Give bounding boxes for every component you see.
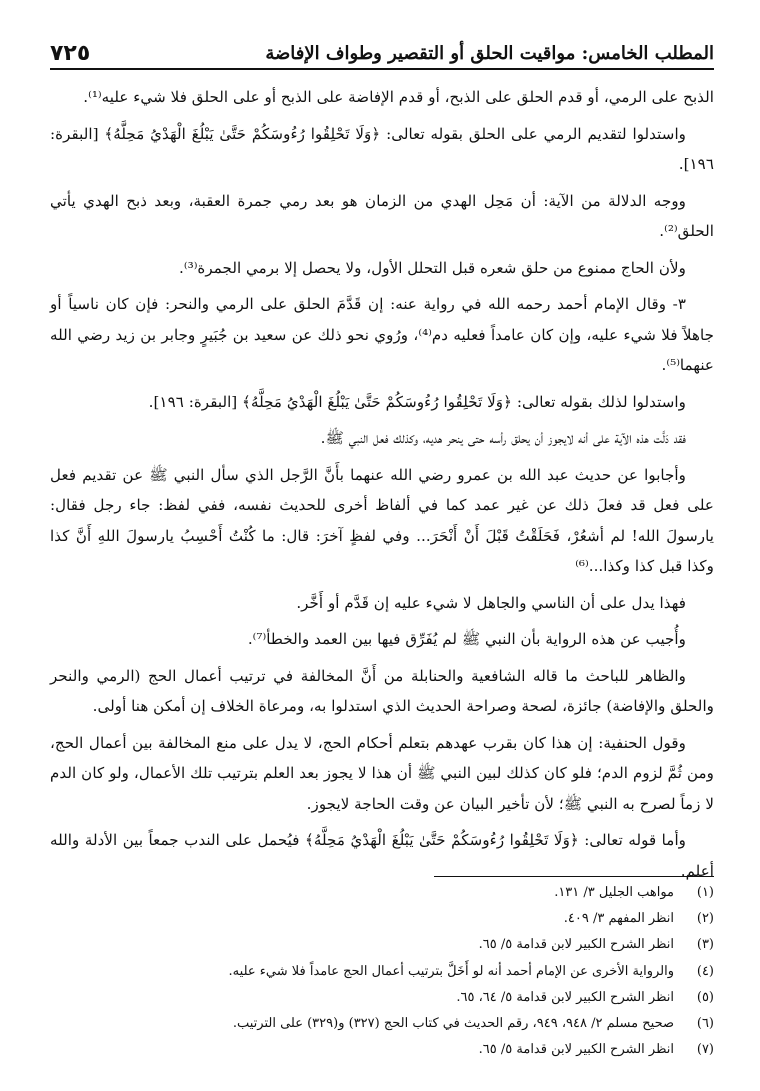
paragraph: فقد دَلَّت هذه الآية على أنه لايجوز أن يحلق رأسه حتى ينحر هديه، وكذلك فعل النبي ﷺ. bbox=[320, 429, 686, 447]
footnote-text: انظر الشرح الكبير لابن قدامة ٥/ ٦٤، ٦٥. bbox=[456, 989, 674, 1005]
body-text bbox=[50, 82, 714, 892]
footnote bbox=[50, 906, 714, 932]
footnote-text: صحيح مسلم ٢/ ٩٤٨، ٩٤٩، رقم الحديث في كتاب الحج (٣٢٧) و(٣٢٩) على الترتيب. bbox=[232, 1016, 674, 1032]
paragraph: ووجه الدلالة من الآية: أن مَحِل الهدي من الزمان هو بعد رمي جمرة العقبة، وبعد ذبح الهدي يأتي الحلق⁽²⁾. bbox=[50, 191, 714, 240]
footnote bbox=[50, 1037, 714, 1063]
footnote-text: انظر الشرح الكبير لابن قدامة ٥/ ٦٥. bbox=[478, 937, 674, 953]
footnote-number: (٥) bbox=[696, 989, 714, 1005]
running-header bbox=[50, 38, 714, 70]
paragraph: الذبح على الرمي، أو قدم الحلق على الذبح، أو قدم الإفاضة على الذبح أو على الحلق فلا شيء عليه⁽¹⁾. bbox=[83, 88, 714, 106]
footnote-text: والرواية الأخرى عن الإمام أحمد أنه لو أَخَلَّ بترتيب أعمال الحج عامداً فلا شيء عليه. bbox=[228, 963, 674, 979]
paragraph: وأُجيب عن هذه الرواية بأن النبي ﷺ لم يُفَرِّق فيها بين العمد والخطأ⁽⁷⁾. bbox=[247, 630, 686, 648]
footnote-divider bbox=[434, 876, 714, 877]
footnote bbox=[50, 932, 714, 958]
paragraph: وأما قوله تعالى: ﴿وَلَا تَحْلِقُوا رُءُوسَكُمْ حَتَّىٰ يَبْلُغَ الْهَدْيُ مَحِلَّهُ﴾ فيُحمل على الندب جمعاً بين الأدلة والله أعلم. bbox=[50, 831, 714, 880]
footnote-text: انظر الشرح الكبير لابن قدامة ٥/ ٦٥. bbox=[478, 1042, 674, 1058]
paragraph: ولأن الحاج ممنوع من حلق شعره قبل التحلل الأول، ولا يحصل إلا برمي الجمرة⁽³⁾. bbox=[179, 258, 686, 277]
footnote-number: (٢) bbox=[696, 911, 714, 927]
footnote-number: (٤) bbox=[696, 963, 714, 979]
footnote-number: (٣) bbox=[696, 937, 714, 953]
footnote-text: انظر المفهم ٣/ ٤٠٩. bbox=[563, 911, 674, 927]
footnote bbox=[50, 959, 714, 985]
paragraph: واستدلوا لتقديم الرمي على الحلق بقوله تعالى: ﴿وَلَا تَحْلِقُوا رُءُوسَكُمْ حَتَّىٰ يَبْلُغَ الْهَدْيُ مَحِلَّهُ﴾ [البقرة: ١٩٦]. bbox=[50, 124, 714, 173]
paragraph: وأجابوا عن حديث عبد الله بن عمرو رضي الله عنهما بأَنَّ الرَّجل الذي سأل النبي ﷺ عن تقديم فعل على فعل قد فعلَ ذلك عن غير عمد كما في ألفاظ أخرى للحديث نفسه، ففي لفظ: جاء رجل فقال: يارسولَ الله! لم أشعُرْ، فَحَلَقْتُ قَبْلَ أَنْ أَنْحَرَ... وفي لفظٍ آخرَ: قال: ما كُنْتُ أَحْسِبُ يارسولَ اللهِ أَنَّ كذا وكذا قبل كذا وكذا...⁽⁶⁾ bbox=[50, 465, 714, 575]
footnote-number: (٦) bbox=[696, 1016, 714, 1032]
footnote bbox=[50, 1011, 714, 1037]
paragraph: واستدلوا لذلك بقوله تعالى: ﴿وَلَا تَحْلِقُوا رُءُوسَكُمْ حَتَّىٰ يَبْلُغَ الْهَدْيُ مَحِلَّهُ﴾ [البقرة: ١٩٦]. bbox=[148, 392, 686, 411]
paragraph: فهذا يدل على أن الناسي والجاهل لا شيء عليه إن قَدَّم أو أَخَّر. bbox=[296, 593, 686, 612]
footnote bbox=[50, 985, 714, 1011]
footnote bbox=[50, 880, 714, 906]
footnote-number: (١) bbox=[696, 885, 714, 900]
footnotes bbox=[50, 880, 714, 1063]
paragraph: وقول الحنفية: إن هذا كان بقرب عهدهم بتعلم أحكام الحج، لا يدل على منع المخالفة بين أعمال الحج، ومن ثُمَّ لزوم الدم؛ فلو كان كذلك لبين النبي ﷺ أن هذا لا يجوز بعد العلم بترتيب تلك الأعمال، ولو كان الدم لا زماً لصرح به النبي ﷺ؛ لأن تأخير البيان عن وقت الحاجة لايجوز. bbox=[50, 733, 714, 813]
paragraph: والظاهر للباحث ما قاله الشافعية والحنابلة من أَنَّ المخالفة في ترتيب أعمال الحج (الرمي والنحر والحلق والإفاضة) جائزة، لصحة وصراحة الحديث الذي استدلوا به، ومرعاة الخلاف إن أمكن هنا أولى. bbox=[50, 666, 714, 715]
footnote-number: (٧) bbox=[696, 1042, 714, 1058]
page-number: ٧٢٥ bbox=[50, 40, 91, 66]
header-title: المطلب الخامس: مواقيت الحلق أو التقصير وطواف الإفاضة bbox=[265, 42, 714, 64]
footnote-text: مواهب الجليل ٣/ ١٣١. bbox=[554, 885, 674, 900]
paragraph: ٣- وقال الإمام أحمد رحمه الله في رواية عنه: إن قَدَّمَ الحلق على الرمي والنحر: فإن كان ناسياً أو جاهلاً فلا شيء عليه، وإن كان عامداً فعليه دم⁽⁴⁾، ورُوي نحو ذلك عن سعيد بن جُبَيرٍ وجابر بن زيد رضي الله عنهما⁽⁵⁾. bbox=[50, 295, 714, 374]
